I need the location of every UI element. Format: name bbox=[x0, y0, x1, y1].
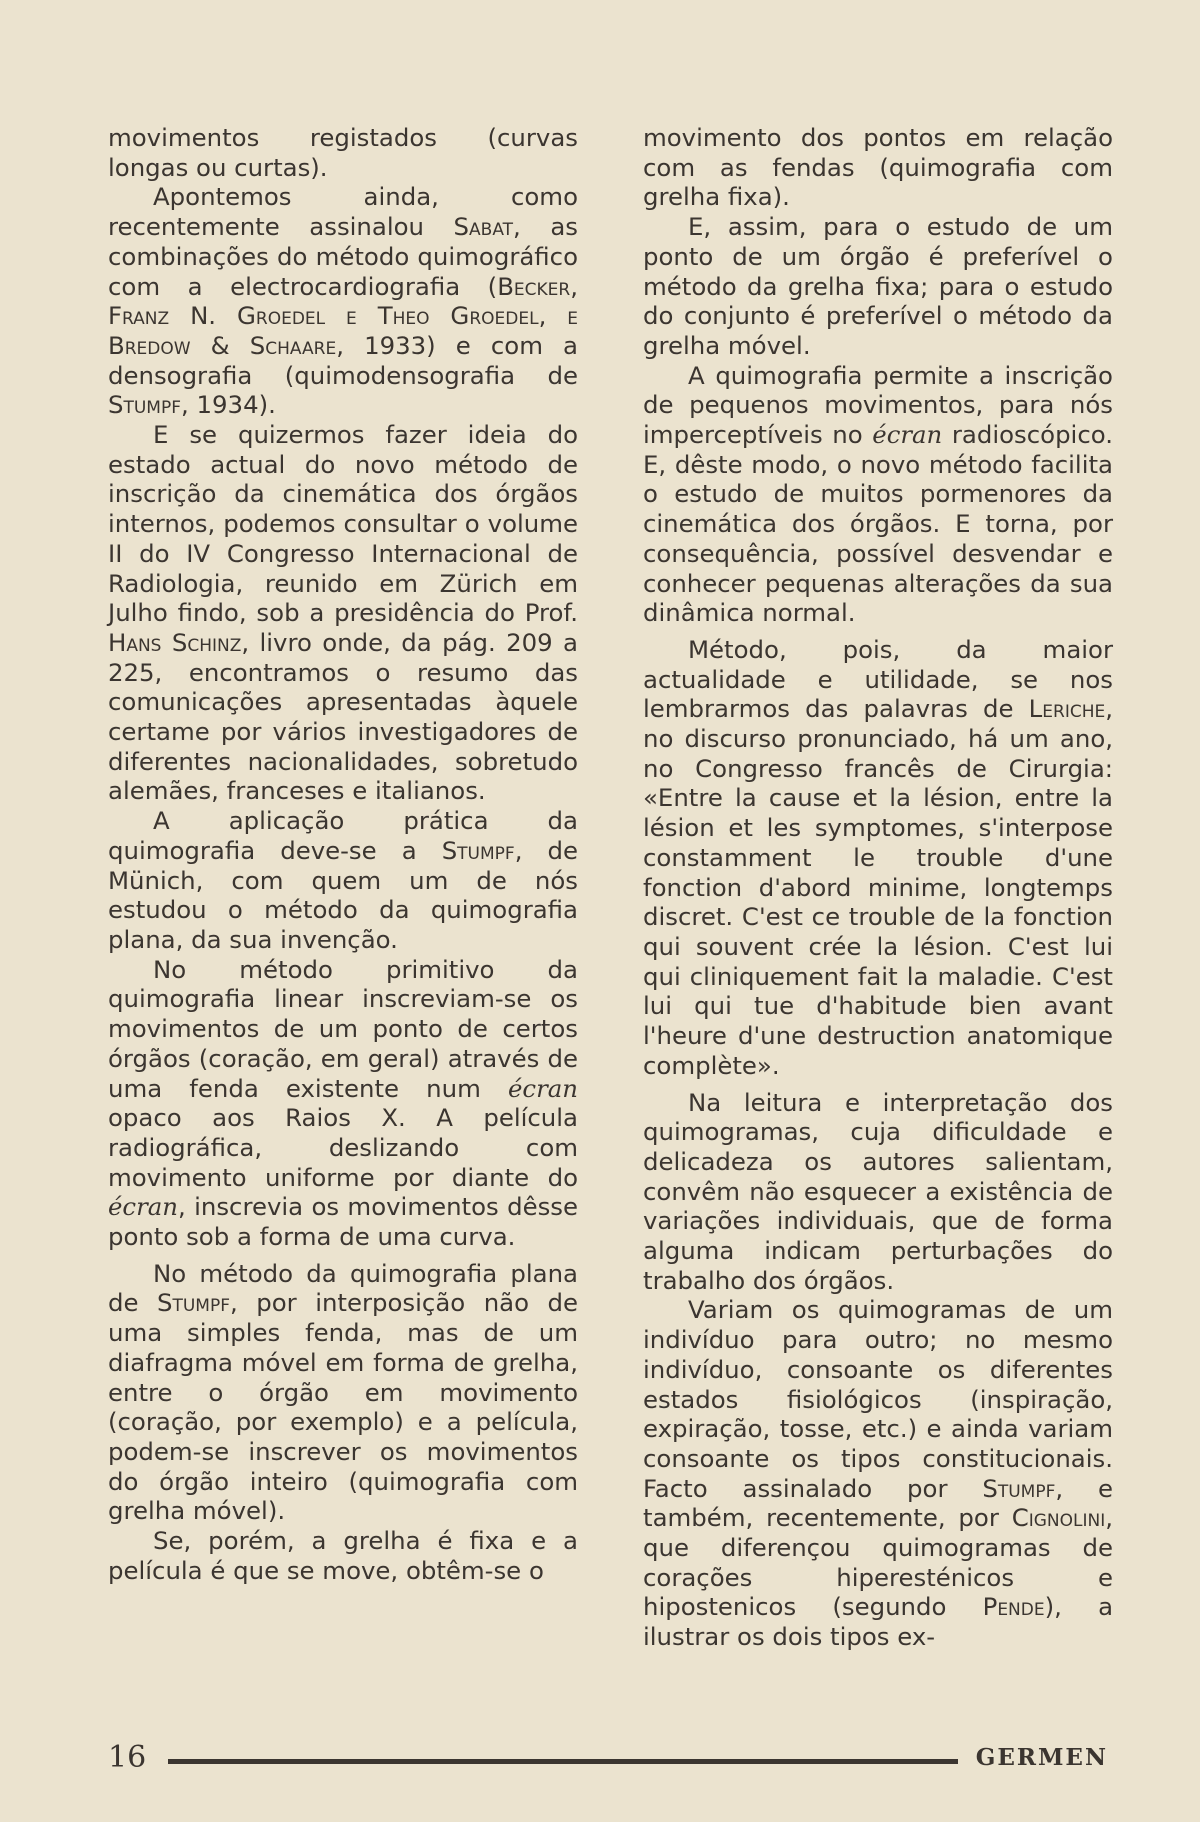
right-column bbox=[643, 123, 1113, 1652]
paragraph: Apontemos ainda, como recentemente assinalou Sabat, as combinações do método quimográfico com a electrocardiografia (Becker, Franz N. Groedel e Theo Groedel, e Bredow & Schaare, 1933) e com a densografia (quimodensografia de Stumpf, 1934). bbox=[108, 182, 579, 420]
paragraph: movimento dos pontos em relação com as fendas (quimografia com grelha fixa). bbox=[643, 123, 1113, 212]
left-column bbox=[108, 123, 578, 1585]
paragraph: A aplicação prática da quimografia deve-se a Stumpf, de Münich, com quem um de nós estudou o método da quimografia plana, da sua invenção. bbox=[108, 806, 578, 954]
paragraph: No método primitivo da quimografia linear inscreviam-se os movimentos de um ponto de certos órgãos (coração, em geral) através de uma fenda existente num écran opaco aos Raios X. A película radiográfica, deslizando com movimento uniforme por diante do écran, inscrevia os movimentos dêsse ponto sob a forma de uma curva. bbox=[108, 954, 578, 1252]
footer-rule bbox=[168, 1759, 958, 1764]
page-footer bbox=[108, 1737, 1108, 1777]
journal-title: GERMEN bbox=[975, 1743, 1108, 1771]
paragraph: E se quizermos fazer ideia do estado actual do novo método de inscrição da cinemática dos órgãos internos, podemos consultar o volume II do IV Congresso Internacional de Radiologia, reunido em Zürich em Julho findo, sob a presidência do Prof. Hans Schinz, livro onde, da pág. 209 a 225, encontramos o resumo das comunicações apresentadas àquele certame por vários investigadores de diferentes nacionalidades, sobretudo alemães, franceses e italianos. bbox=[108, 420, 579, 806]
page-number: 16 bbox=[108, 1739, 147, 1775]
paragraph: Método, pois, da maior actualidade e utilidade, se nos lembrarmos das palavras de Leriche, no discurso pronunciado, há um ano, no Congresso francês de Cirurgia: «Entre la cause et la lésion, entre la lésion et les symptomes, s'interpose constamment le trouble d'une fonction d'abord minime, longtemps discret. C'est ce trouble de la fonction qui souvent crée la lésion. C'est lui qui cliniquement fait la maladie. C'est lui qui tue d'habitude bien avant l'heure d'une destruction anatomique complète». bbox=[643, 634, 1113, 1080]
paragraph: A quimografia permite a inscrição de pequenos movimentos, para nós imperceptíveis no écran radioscópico. E, dêste modo, o novo método facilita o estudo de muitos pormenores da cinemática dos órgãos. E torna, por consequência, possível desvendar e conhecer pequenas alterações da sua dinâmica normal. bbox=[643, 360, 1113, 628]
paragraph: Na leitura e interpretação dos quimogramas, cuja dificuldade e delicadeza os autores salientam, convêm não esquecer a existência de variações individuais, que de forma alguma indicam perturbações do trabalho dos órgãos. bbox=[643, 1087, 1113, 1295]
paragraph: No método da quimografia plana de Stumpf, por interposição não de uma simples fenda, mas de um diafragma móvel em forma de grelha, entre o órgão em movimento (coração, por exemplo) e a película, podem-se inscrever os movimentos do órgão inteiro (quimografia com grelha móvel). bbox=[108, 1258, 579, 1526]
paragraph: Se, porém, a grelha é fixa e a película é que se move, obtêm-se o bbox=[108, 1526, 578, 1585]
paragraph: Variam os quimogramas de um indivíduo para outro; no mesmo indivíduo, consoante os diferentes estados fisiológicos (inspiração, expiração, tosse, etc.) e ainda variam consoante os tipos constitucionais. Facto assinalado por Stumpf, e também, recentemente, por Cignolini, que diferençou quimogramas de corações hiperesténicos e hipostenicos (segundo Pende), a ilustrar os dois tipos ex- bbox=[643, 1295, 1114, 1652]
paragraph: E, assim, para o estudo de um ponto de um órgão é preferível o método da grelha fixa; para o estudo do conjunto é preferível o método da grelha móvel. bbox=[643, 212, 1113, 360]
paragraph: movimentos registados (curvas longas ou curtas). bbox=[108, 123, 578, 182]
